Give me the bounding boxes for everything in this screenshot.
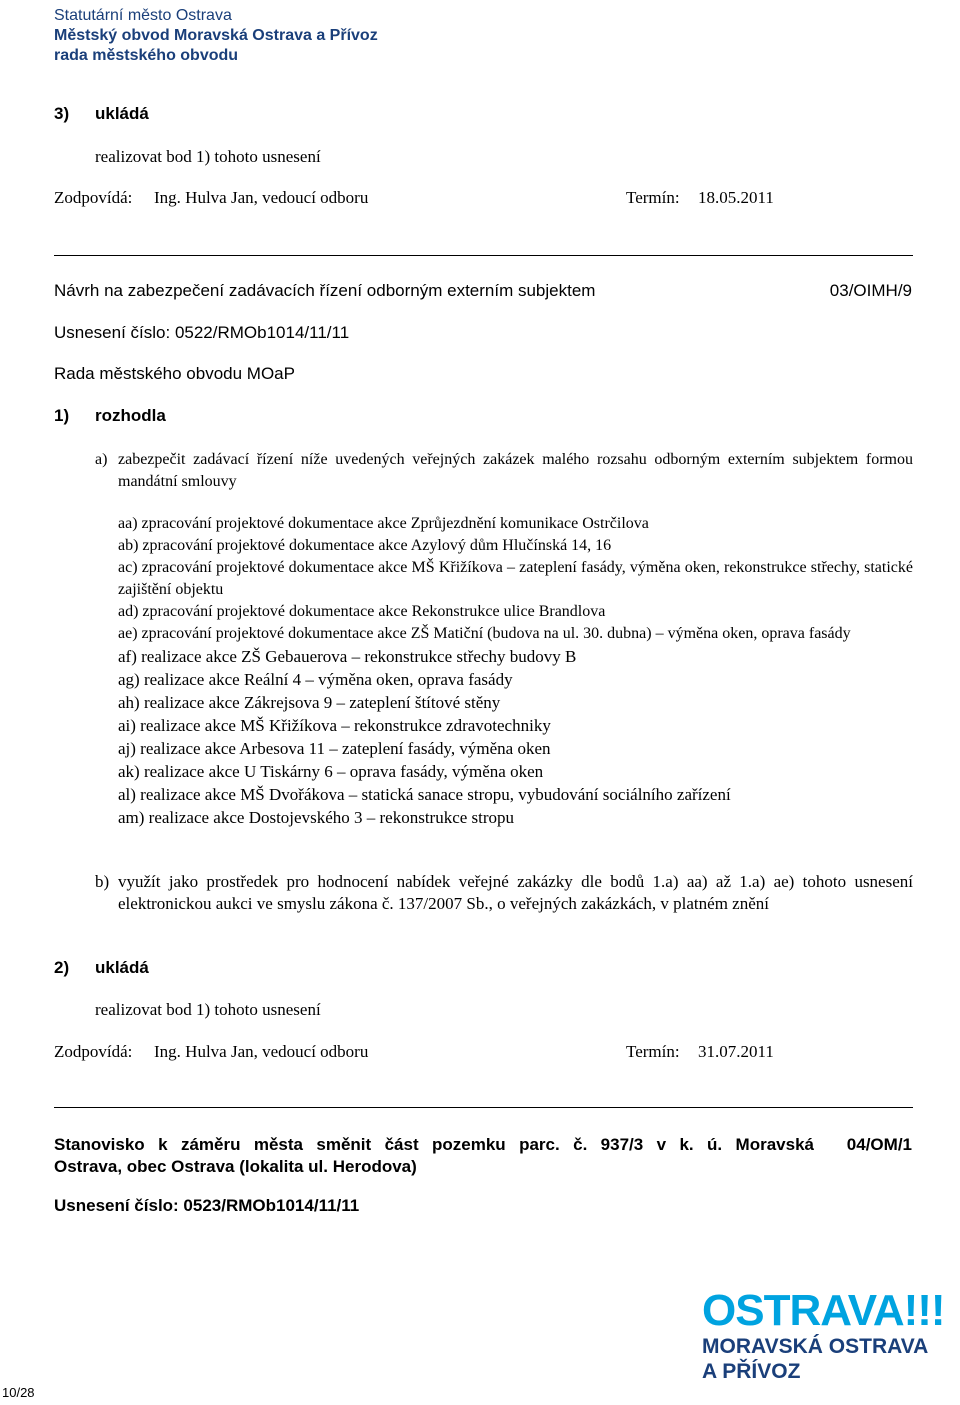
- list-item: ae) zpracování projektové dokumentace akce ZŠ Matiční (budova na ul. 30. dubna) – výměna oken, oprava fasády: [118, 625, 851, 642]
- page-number: 10/28: [2, 1385, 35, 1400]
- header-council: rada městského obvodu: [54, 47, 239, 64]
- subpoint-text: zabezpečit zadávací řízení níže uvedených veřejných zakázek malého rozsahu odborným externím subjektem formou mandátní smlouvy: [118, 451, 913, 490]
- list-item: ab) zpracování projektové dokumentace akce Azylový dům Hlučínská 14, 16: [118, 537, 612, 554]
- prev-term-value: 18.05.2011: [698, 188, 774, 207]
- project-list: [118, 513, 913, 829]
- item2-title-line2: Ostrava, obec Ostrava (lokalita ul. Herodova): [54, 1157, 417, 1176]
- logo-line2: MORAVSKÁ OSTRAVA: [702, 1335, 929, 1358]
- list-item: af) realizace akce ZŠ Gebauerova – rekonstrukce střechy budovy B: [118, 647, 577, 666]
- list-item: ah) realizace akce Zákrejsova 9 – zateplení štítové stěny: [118, 693, 501, 712]
- header-city: Statutární město Ostrava: [54, 7, 232, 24]
- separator-line: [54, 255, 913, 256]
- item-title: Návrh na zabezpečení zadávacích řízení odborným externím subjektem: [54, 281, 596, 300]
- item2-resolution: Usnesení číslo: 0523/RMOb1014/11/11: [54, 1196, 360, 1215]
- list-item: aj) realizace akce Arbesova 11 – zateplení fasády, výměna oken: [118, 739, 551, 758]
- point-label: 1): [54, 406, 70, 425]
- list-item: ak) realizace akce U Tiskárny 6 – oprava fasády, výměna oken: [118, 762, 544, 781]
- ostrava-logo: [702, 1288, 957, 1384]
- point-verb: rozhodla: [95, 406, 166, 425]
- subpoint-b-label: b): [95, 872, 110, 891]
- point2-label: 2): [54, 958, 70, 977]
- list-item: ai) realizace akce MŠ Křižíkova – rekonstrukce zdravotechniky: [118, 716, 551, 735]
- point2-text: realizovat bod 1) tohoto usnesení: [95, 1000, 321, 1019]
- header-district: Městský obvod Moravská Ostrava a Přívoz: [54, 27, 378, 44]
- prev-resp-value: Ing. Hulva Jan, vedoucí odboru: [154, 188, 369, 207]
- point2-verb: ukládá: [95, 958, 149, 977]
- subpoint-b-text: využít jako prostředek pro hodnocení nabídek veřejné zakázky dle bodů 1.a) aa) až 1.a) ae) tohoto usnesení elektronickou aukci ve smyslu zákona č. 137/2007 Sb., o veřejných zakázkách, v platném znění: [118, 872, 913, 913]
- item2-title-line1: Stanovisko k záměru města směnit část pozemku parc. č. 937/3 v k. ú. Moravská: [54, 1135, 814, 1154]
- prev-term-label: Termín:: [626, 188, 680, 207]
- item-code: 03/OIMH/9: [829, 281, 912, 300]
- list-item: aa) zpracování projektové dokumentace akce Zprůjezdnění komunikace Ostrčilova: [118, 515, 649, 532]
- subpoint-label: a): [95, 451, 108, 468]
- prev-resp-label: Zodpovídá:: [54, 188, 133, 207]
- list-item: ag) realizace akce Reální 4 – výměna oken, oprava fasády: [118, 670, 513, 689]
- separator-line-2: [54, 1107, 913, 1108]
- prev-point-verb: ukládá: [95, 104, 149, 123]
- prev-point-label: 3): [54, 104, 70, 123]
- logo-main-text: OSTRAVA!!!: [702, 1286, 945, 1335]
- list-item: ac) zpracování projektové dokumentace akce MŠ Křižíkova – zateplení fasády, výměna oken, rekonstrukce střechy, statické zajištění objektu: [118, 559, 913, 598]
- list-item: al) realizace akce MŠ Dvořákova – statická sanace stropu, vybudování sociálního zařízení: [118, 785, 731, 804]
- list-item: ad) zpracování projektové dokumentace akce Rekonstrukce ulice Brandlova: [118, 603, 606, 620]
- term-label: Termín:: [626, 1042, 680, 1061]
- item2-code: 04/OM/1: [846, 1135, 912, 1154]
- logo-line3: A PŘÍVOZ: [702, 1360, 801, 1383]
- prev-point-text: realizovat bod 1) tohoto usnesení: [95, 147, 321, 166]
- resp-value: Ing. Hulva Jan, vedoucí odboru: [154, 1042, 369, 1061]
- resolving-body: Rada městského obvodu MOaP: [54, 364, 295, 383]
- item2-title: [54, 1134, 814, 1178]
- resp-label: Zodpovídá:: [54, 1042, 133, 1061]
- list-item: am) realizace akce Dostojevského 3 – rekonstrukce stropu: [118, 808, 515, 827]
- resolution-number: Usnesení číslo: 0522/RMOb1014/11/11: [54, 323, 350, 342]
- term-value: 31.07.2011: [698, 1042, 774, 1061]
